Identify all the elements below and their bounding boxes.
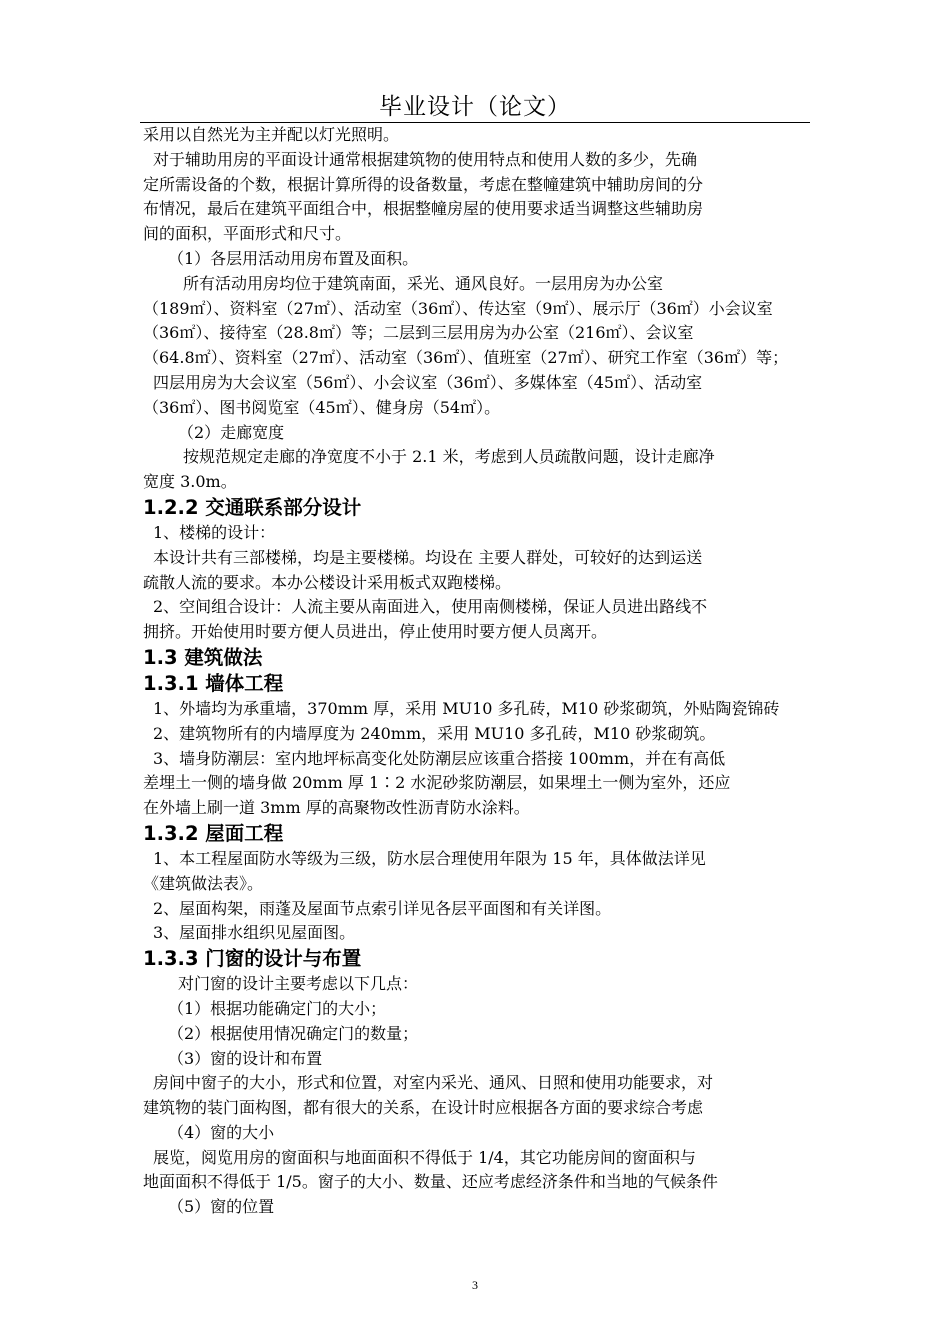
text-line: 所有活动用房均位于建筑南面，采光、通风良好。一层用房为办公室: [183, 273, 664, 293]
text-line: 四层用房为大会议室（56㎡）、小会议室（36㎡）、多媒体室（45㎡）、活动室: [153, 372, 703, 392]
text-line: 布情况，最后在建筑平面组合中，根据整幢房屋的使用要求适当调整这些辅助房: [143, 199, 704, 219]
text-line: （1）各层用活动用房布置及面积。: [168, 248, 419, 268]
text-line: （36㎡）、接待室（28.8㎡）等；二层到三层用房为办公室（216㎡）、会议室: [143, 323, 694, 343]
text-line: （4）窗的大小: [168, 1122, 275, 1142]
text-line: 1、本工程屋面防水等级为三级，防水层合理使用年限为 15 年，具体做法详见: [153, 848, 706, 868]
text-line: 对门窗的设计主要考虑以下几点：: [178, 974, 419, 994]
text-line: 在外墙上刷一道 3mm 厚的高聚物改性沥青防水涂料。: [143, 798, 530, 818]
text-line: 《建筑做法表》。: [143, 873, 264, 893]
text-line: 建筑物的装门面构图，都有很大的关系，在设计时应根据各方面的要求综合考虑: [143, 1098, 704, 1118]
section-heading: 1.3 建筑做法: [143, 645, 263, 669]
section-heading: 1.3.2 屋面工程: [143, 821, 284, 845]
text-line: （2）走廊宽度: [178, 422, 285, 442]
page-number: 3: [472, 1278, 478, 1292]
text-line: （189㎡）、资料室（27㎡）、活动室（36㎡）、传达室（9㎡）、展示厅（36㎡）小会议室: [143, 298, 773, 318]
text-line: （2）根据使用情况确定门的数量；: [168, 1023, 419, 1043]
text-line: （64.8㎡）、资料室（27㎡）、活动室（36㎡）、值班室（27㎡）、研究工作室（36㎡）等；: [143, 348, 789, 368]
text-line: 2、空间组合设计：人流主要从南面进入，使用南侧楼梯，保证人员进出路线不: [153, 597, 708, 617]
text-line: 3、墙身防潮层：室内地坪标高变化处防潮层应该重合搭接 100mm，并在有高低: [153, 748, 726, 768]
text-line: 1、外墙均为承重墙，370mm 厚，采用 MU10 多孔砖，M10 砂浆砌筑，外贴陶瓷锦砖: [153, 698, 780, 718]
text-line: 采用以自然光为主并配以灯光照明。: [143, 125, 400, 144]
text-line: 展览，阅览用房的窗面积与地面面积不得低于 1/4，其它功能房间的窗面积与: [153, 1147, 696, 1167]
text-line: 地面面积不得低于 1/5。窗子的大小、数量、还应考虑经济条件和当地的气候条件: [143, 1172, 718, 1192]
text-line: 宽度 3.0m。: [143, 472, 237, 492]
text-line: 2、屋面构架，雨蓬及屋面节点索引详见各层平面图和有关详图。: [153, 898, 612, 918]
text-line: 定所需设备的个数，根据计算所得的设备数量，考虑在整幢建筑中辅助房间的分: [143, 174, 704, 194]
text-line: （1）根据功能确定门的大小；: [168, 998, 387, 1018]
section-heading: 1.3.3 门窗的设计与布置: [143, 947, 362, 971]
text-line: 间的面积，平面形式和尺寸。: [143, 224, 352, 244]
page-header-title: 毕业设计（论文）: [379, 94, 571, 120]
text-line: 拥挤。开始使用时要方便人员进出，停止使用时要方便人员离开。: [143, 622, 608, 642]
text-line: 房间中窗子的大小，形式和位置，对室内采光、通风、日照和使用功能要求，对: [153, 1073, 714, 1093]
text-line: 1、楼梯的设计：: [153, 522, 276, 542]
text-line: 按规范规定走廊的净宽度不小于 2.1 米，考虑到人员疏散问题，设计走廊净: [183, 447, 715, 467]
text-line: （36㎡）、图书阅览室（45㎡）、健身房（54㎡）。: [143, 397, 501, 417]
section-heading: 1.3.1 墙体工程: [143, 671, 284, 695]
text-line: 本设计共有三部楼梯，均是主要楼梯。均设在 主要人群处，可较好的达到运送: [153, 547, 703, 567]
text-line: （5）窗的位置: [168, 1197, 275, 1217]
text-line: 差埋土一侧的墙身做 20mm 厚 1∶2 水泥砂浆防潮层，如果埋土一侧为室外，还应: [143, 773, 731, 793]
text-line: 疏散人流的要求。本办公楼设计采用板式双跑楼梯。: [143, 572, 512, 592]
text-line: 对于辅助用房的平面设计通常根据建筑物的使用特点和使用人数的多少，先确: [153, 149, 698, 169]
text-line: 2、建筑物所有的内墙厚度为 240mm，采用 MU10 多孔砖，M10 砂浆砌筑。: [153, 723, 716, 743]
body-text: [143, 123, 813, 1220]
text-line: （3）窗的设计和布置: [168, 1048, 323, 1068]
section-heading: 1.2.2 交通联系部分设计: [143, 495, 362, 519]
text-line: 3、屋面排水组织见屋面图。: [153, 923, 356, 943]
